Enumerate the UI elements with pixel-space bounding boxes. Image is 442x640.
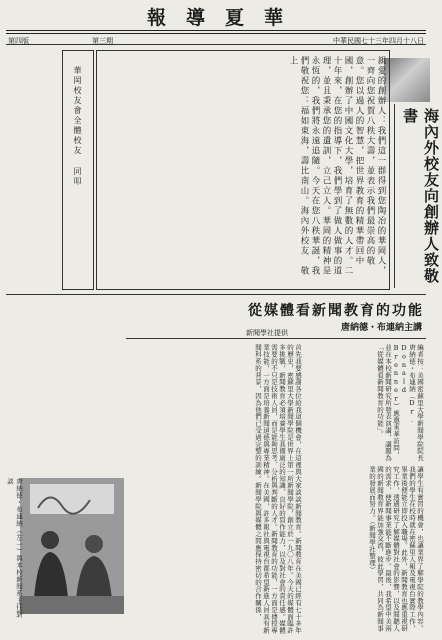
intro-line: （Dr. Donald Brenner）應邀來華訪問，並在本校新 xyxy=(384,344,416,458)
body-line: 讓學生有實習的機會，也讓業界了解學院的教學 xyxy=(416,466,424,611)
masthead-rule xyxy=(6,30,426,31)
body-line: 學生具備廣泛的知識、良好的寫作能力，以及對 xyxy=(278,426,286,572)
title-char: 華 xyxy=(264,6,286,29)
letter-line: 事的道理，並且秉承您的遺訓，立己立人。 xyxy=(321,56,342,276)
body-line: （新聞學社整理） xyxy=(368,521,376,574)
letter-line: 今天在您八秩華誕，我們敬祝您： xyxy=(299,56,320,276)
body-line: 方面是培養新聞道德與專業精神。在美國，許多 xyxy=(262,378,270,524)
body-line: 的歷史，密蘇里大學新聞學院是世界上第一所新 xyxy=(286,344,294,489)
letter-line: 國，創辦了中國文化大學，培育了無數的人才。 xyxy=(343,56,353,266)
section-rule xyxy=(6,294,426,295)
letter-line: 賀八秩大壽，並表示我們最崇高的敬意。 xyxy=(354,56,375,266)
letter-line: 您以過人的智慧，把世界教育的精華帶回中 xyxy=(354,76,364,266)
body-line: 流，彼此學習，共同為新聞事業的發展而努力。 xyxy=(368,466,384,632)
body-line: 首先我要感謝各位給我這個機會，在這裡與大家 xyxy=(294,344,302,489)
photo-caption: 唐納德・布連納（左一）與本校新聞系主任對談 xyxy=(6,478,23,618)
photo-illustration xyxy=(20,478,124,614)
body-line: 今天的媒體面臨許多挑戰，新聞教育必須培養 xyxy=(278,344,294,634)
body-line: 此外，新聞教育也應重視研究工作，透過研究 xyxy=(392,466,408,632)
body-line: 最後，我希望中美兩國的新聞教育界能加強交 xyxy=(376,466,392,632)
body-line: 報社與電視台都希望新進人員具有新聞科系的背 xyxy=(254,344,270,634)
body-line: 新聞教育的功能，一方面是傳授專業技能，一 xyxy=(262,344,278,634)
top-section-rule xyxy=(6,44,426,45)
publication-date: 中華民國七十三年四月十八日 xyxy=(333,37,424,45)
body-line: 新聞事業能不斷進步。 xyxy=(384,500,392,570)
article-headline: 從媒體看新聞教育的功能 xyxy=(248,303,424,319)
article-body xyxy=(128,344,302,634)
title-char: 夏 xyxy=(225,6,247,29)
left-column-text xyxy=(8,298,122,470)
title-char: 導 xyxy=(185,6,207,29)
issue-number: 第三期 xyxy=(92,37,113,45)
page-number: 第四版 xyxy=(8,37,29,45)
photo-two-men xyxy=(20,478,124,614)
letter-line: 我們這一群得到您陶冶的華岡人，一齊向您祝 xyxy=(365,56,386,276)
body-line: 談談新聞教育。新聞教育在美國已經有七十多年 xyxy=(294,488,302,634)
masthead xyxy=(0,4,432,28)
article-credit: 新聞學社提供 xyxy=(246,329,288,337)
body-line: 台實際工作，畢業後便能立即投入職場。 xyxy=(400,466,416,632)
body-line: 了解媒體對社會的影響，以及閱聽人的需求，使 xyxy=(384,466,400,632)
intro-line: 編者按：美國密蘇里大學新聞學院院長唐納德・布連納 xyxy=(408,344,424,462)
body-line: 景，因為他們已受過完整的訓練。 xyxy=(254,378,262,482)
letter-signature: 華岡校友會全體校友 同叩 xyxy=(73,66,82,187)
article-intro xyxy=(304,344,424,462)
headline-rule xyxy=(126,338,426,339)
banner-image xyxy=(384,58,430,102)
letter-salutation: 親愛的創辦人： xyxy=(376,56,386,126)
alumni-headline: 海內外校友向創辦人致敬書 xyxy=(401,108,440,284)
letter-line: 福如東海，壽比南山。 xyxy=(299,106,309,206)
body-line: 內容。我們的學生在校時就在密蘇里人報及電視 xyxy=(408,466,424,632)
intro-line: 聞研究所發表演講，講題為「從媒體看新聞教育的功能」。 xyxy=(376,344,392,462)
body-line: 是能夠思考、分析與判斷的人才。 xyxy=(270,426,278,531)
letter-line: 二十年來，在您的指導下，我們學到了做人做 xyxy=(332,56,353,276)
body-line: 新聞學院與媒體之間應保持密切的合作關係， xyxy=(254,482,262,620)
article-subtitle: 唐納德・布連納主講 xyxy=(340,323,422,333)
alumni-letter xyxy=(100,56,386,284)
body-line: 社會的責任感。媒體需要的不只是技術人員，而 xyxy=(270,344,286,634)
masthead-rule-thin xyxy=(6,33,426,34)
letter-line: 華岡的精神是永恆的，我們將永遠追隨。 xyxy=(310,56,331,276)
headline-divider xyxy=(394,104,395,288)
title-char: 報 xyxy=(146,6,168,29)
letter-line: 海內外校友 敬上 xyxy=(288,56,309,276)
article-body-continued xyxy=(304,466,424,634)
body-line: 聞學院，創立於一九〇八年。 xyxy=(286,488,294,579)
newspaper-title xyxy=(80,4,352,28)
